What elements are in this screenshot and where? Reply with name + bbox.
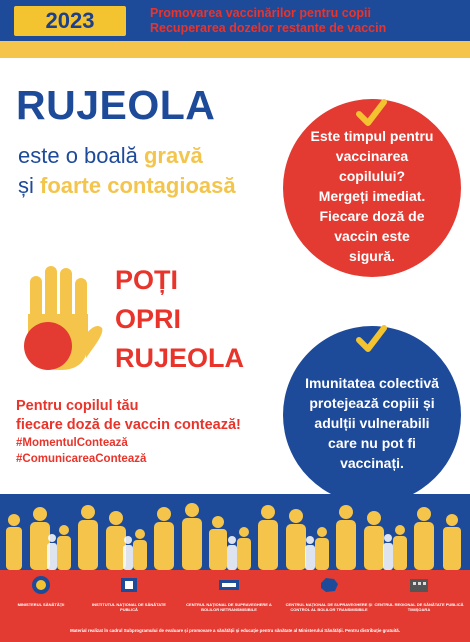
logo-caption: CENTRUL NAȚIONAL DE SUPRAVEGHERE ȘI CONTROL AL BOLILOR TRANSMISIBILE: [285, 602, 373, 612]
bubble-blue-line: care nu pot fi: [328, 435, 416, 451]
cnsbn-emblem-icon: [218, 575, 240, 595]
stop-line-3: RUJEOLA: [115, 343, 245, 373]
herd-immunity-text: [301, 373, 443, 473]
hashtag-comunicarea: #ComunicareaContează: [16, 453, 147, 465]
top-banner: [0, 0, 470, 41]
subtitle-1-text: este o boală: [18, 143, 144, 168]
ministry-logo: [0, 575, 86, 607]
subtitle-line-1: [18, 142, 203, 170]
year-badge: 2023: [14, 6, 126, 36]
logo-caption: CENTRUL NAȚIONAL DE SUPRAVEGHERE A BOLILOR NETRANSMISIBILE: [186, 602, 272, 612]
bubble-blue-line: adulții vulnerabili: [314, 415, 430, 431]
logo-caption: MINISTERUL SĂNĂTĂȚII: [17, 602, 65, 607]
cnsbn-logo: [184, 575, 274, 612]
building-icon: [408, 575, 430, 595]
stop-line-1: POȚI: [115, 265, 179, 295]
subtitle-2-highlight: foarte contagioasă: [40, 173, 236, 198]
bubble-blue-line: protejează copiii și: [309, 395, 435, 411]
crsp-logo: [374, 575, 464, 612]
stop-line-2: OPRI: [115, 304, 182, 334]
hashtag-momentul: #MomentulContează: [16, 437, 128, 449]
message-line-1: Pentru copilul tău: [16, 398, 139, 414]
campaign-line-1: Promovarea vaccinărilor pentru copii: [150, 6, 371, 20]
bubble-red-line: vaccin este: [334, 228, 410, 244]
bubble-red-line: Mergeți imediat.: [318, 188, 426, 204]
bubble-blue-line: vaccinați.: [340, 455, 404, 471]
logo-caption: INSTITUTUL NAȚIONAL DE SĂNĂTATE PUBLICĂ: [92, 602, 166, 612]
cnscbt-logo: [284, 575, 374, 612]
vaccine-message: [16, 397, 241, 435]
bubble-red-line: Este timpul pentru: [310, 128, 434, 144]
bubble-red-line: sigură.: [349, 248, 395, 264]
subtitle-2-text: și: [18, 173, 40, 198]
gold-stripe: [0, 41, 470, 58]
bubble-red-line: vaccinarea copilului?: [335, 148, 409, 184]
ministry-crest-icon: [30, 575, 52, 595]
check-icon: [354, 96, 388, 130]
bubble-blue-line: Imunitatea colectivă: [305, 375, 439, 391]
footer-disclaimer: Material realizat în cadrul Subprogramului de evaluare și promovare a sănătății și educație pentru sănătate al Ministerului Sănătății. Pentru distribuție gratuită.: [70, 628, 400, 633]
subtitle-1-highlight: gravă: [143, 143, 203, 168]
subtitle-line-2: [18, 172, 236, 200]
page-title: RUJEOLA: [16, 82, 216, 128]
romania-map-icon: [318, 575, 340, 595]
insp-logo: [84, 575, 174, 612]
insp-emblem-icon: [118, 575, 140, 595]
bubble-red-line: Fiecare doză de: [319, 208, 425, 224]
campaign-title: [150, 6, 386, 36]
logo-caption: CENTRUL REGIONAL DE SĂNĂTATE PUBLICĂ TIMIȘOARA: [374, 602, 464, 612]
people-illustration: [0, 494, 470, 570]
vaccination-time-text: [301, 126, 443, 266]
message-line-2: fiecare doză de vaccin contează!: [16, 417, 241, 433]
campaign-line-2: Recuperarea dozelor restante de vaccin: [150, 21, 387, 35]
stop-hand-icon: [16, 262, 104, 374]
check-icon: [354, 322, 388, 356]
crowd-silhouettes: [0, 494, 470, 570]
